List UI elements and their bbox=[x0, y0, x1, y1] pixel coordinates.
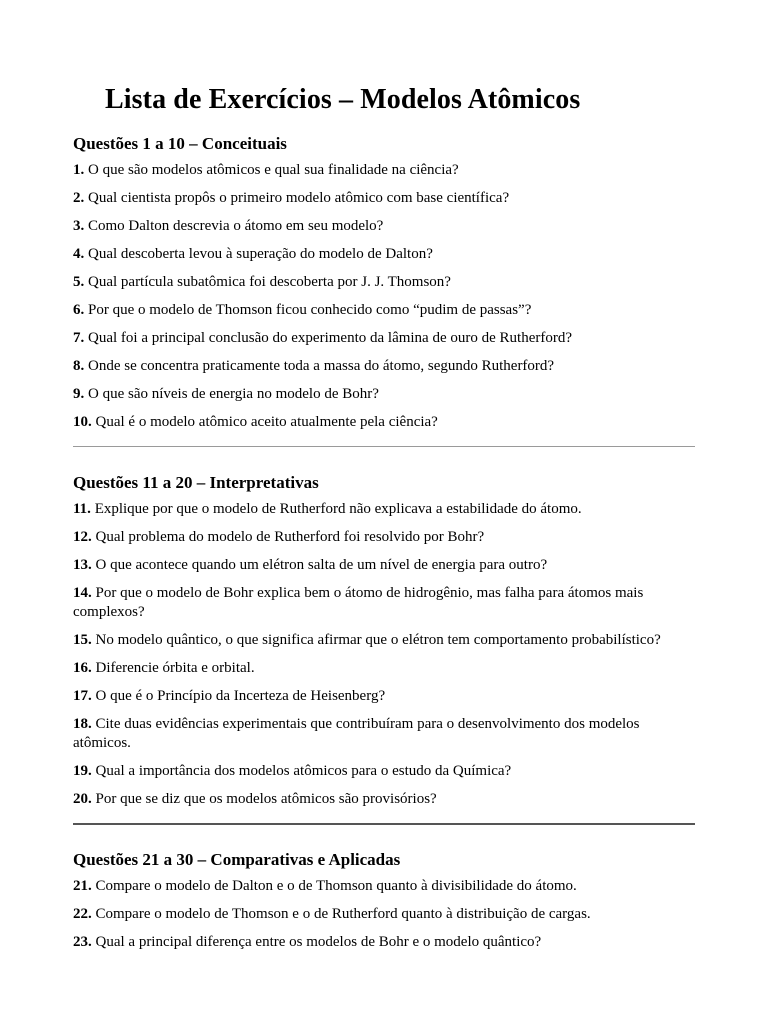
section-comparativas bbox=[73, 849, 695, 961]
question-item: 19. Qual a importância dos modelos atômicos para o estudo da Química? bbox=[73, 763, 512, 779]
question-item: 22. Compare o modelo de Thomson e o de Rutherford quanto à distribuição de cargas. bbox=[73, 906, 591, 922]
section-heading: Questões 21 a 30 – Comparativas e Aplicadas bbox=[73, 850, 401, 869]
question-item: 13. O que acontece quando um elétron salta de um nível de energia para outro? bbox=[73, 557, 548, 573]
section-conceituais bbox=[73, 133, 695, 441]
question-item: 10. Qual é o modelo atômico aceito atualmente pela ciência? bbox=[73, 414, 438, 430]
question-item: 11. Explique por que o modelo de Rutherford não explicava a estabilidade do átomo. bbox=[73, 501, 582, 517]
section-heading: Questões 1 a 10 – Conceituais bbox=[73, 134, 287, 153]
question-item: 23. Qual a principal diferença entre os modelos de Bohr e o modelo quântico? bbox=[73, 934, 542, 950]
question-item: 12. Qual problema do modelo de Rutherford foi resolvido por Bohr? bbox=[73, 529, 485, 545]
question-item: 14. Por que o modelo de Bohr explica bem o átomo de hidrogênio, mas falha para átomos mais complexos? bbox=[73, 585, 644, 620]
question-item: 5. Qual partícula subatômica foi descoberta por J. J. Thomson? bbox=[73, 274, 451, 290]
question-item: 1. O que são modelos atômicos e qual sua finalidade na ciência? bbox=[73, 162, 459, 178]
section-heading: Questões 11 a 20 – Interpretativas bbox=[73, 473, 319, 492]
question-item: 2. Qual cientista propôs o primeiro modelo atômico com base científica? bbox=[73, 190, 510, 206]
question-item: 7. Qual foi a principal conclusão do experimento da lâmina de ouro de Rutherford? bbox=[73, 330, 572, 346]
question-item: 20. Por que se diz que os modelos atômicos são provisórios? bbox=[73, 791, 437, 807]
question-item: 9. O que são níveis de energia no modelo de Bohr? bbox=[73, 386, 379, 402]
question-item: 8. Onde se concentra praticamente toda a massa do átomo, segundo Rutherford? bbox=[73, 358, 555, 374]
section-divider bbox=[73, 446, 695, 447]
question-item: 18. Cite duas evidências experimentais que contribuíram para o desenvolvimento dos modelos atômicos. bbox=[73, 716, 640, 751]
question-item: 16. Diferencie órbita e orbital. bbox=[73, 660, 255, 676]
question-item: 6. Por que o modelo de Thomson ficou conhecido como “pudim de passas”? bbox=[73, 302, 532, 318]
question-item: 15. No modelo quântico, o que significa afirmar que o elétron tem comportamento probabilístico? bbox=[73, 632, 661, 648]
section-interpretativas bbox=[73, 472, 695, 818]
question-item: 4. Qual descoberta levou à superação do modelo de Dalton? bbox=[73, 246, 433, 262]
question-item: 3. Como Dalton descrevia o átomo em seu modelo? bbox=[73, 218, 384, 234]
question-item: 17. O que é o Princípio da Incerteza de Heisenberg? bbox=[73, 688, 386, 704]
page-title: Lista de Exercícios – Modelos Atômicos bbox=[105, 84, 581, 115]
question-item: 21. Compare o modelo de Dalton e o de Thomson quanto à divisibilidade do átomo. bbox=[73, 878, 577, 894]
section-divider bbox=[73, 823, 695, 825]
